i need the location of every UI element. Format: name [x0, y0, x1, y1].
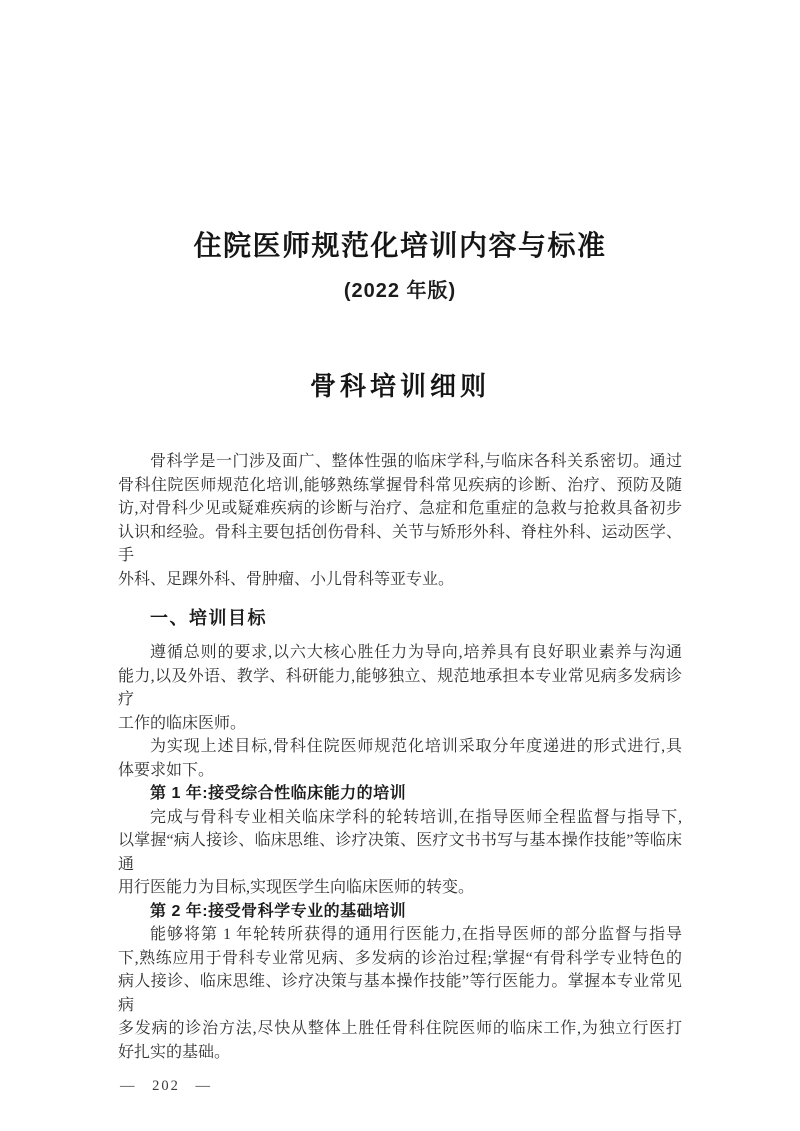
document-body: [118, 450, 682, 1064]
paragraph-line: 遵循总则的要求,以六大核心胜任力为导向,培养具有良好职业素养与沟通: [150, 644, 682, 661]
paragraph-line: 用行医能力为目标,实现医学生向临床医师的转变。: [118, 879, 475, 896]
paragraph-line: 外科、足踝外科、骨肿瘤、小儿骨科等亚专业。: [118, 570, 455, 588]
paragraph-line: 完成与骨科专业相关临床学科的轮转培训,在指导医师全程监督与指导下,: [150, 808, 682, 826]
paragraph-line: 多发病的诊治方法,尽快从整体上胜任骨科住院医师的临床工作,为独立行医打: [118, 1020, 682, 1037]
paragraph-line: 骨科学是一门涉及面广、整体性强的临床学科,与临床各科关系密切。通过: [150, 453, 682, 470]
paragraph-line: 认识和经验。骨科主要包括创伤骨科、关节与矫形外科、脊柱外科、运动医学、手: [118, 523, 682, 564]
paragraph-line: 能力,以及外语、教学、科研能力,能够独立、规范地承担本专业常见病多发病诊疗: [118, 667, 682, 708]
paragraph-line: 病人接诊、临床思维、诊疗决策与基本操作技能”等行医能力。掌握本专业常见病: [118, 973, 682, 1014]
paragraph-line: 能够将第 1 年轮转所获得的通用行医能力,在指导医师的部分监督与指导: [150, 926, 682, 943]
paragraph-line: 骨科住院医师规范化培训,能够熟练掌握骨科常见疾病的诊断、治疗、预防及随: [118, 476, 682, 494]
document-subtitle: (2022 年版): [343, 280, 457, 302]
paragraph-line: 访,对骨科少见或疑难疾病的诊断与治疗、急症和危重症的急救与抢救具备初步: [118, 500, 682, 517]
page-number: — 202 —: [120, 1078, 212, 1094]
paragraph-line: 下,熟练应用于骨科专业常见病、多发病的诊治过程;掌握“有骨科学专业特色的: [118, 949, 682, 967]
year-subheading: 第 2 年:接受骨科学专业的基础培训: [150, 902, 407, 920]
paragraph-line: 以掌握“病人接诊、临床思维、诊疗决策、医疗文书书写与基本操作技能”等临床通: [118, 832, 682, 873]
document-title: 住院医师规范化培训内容与标准: [193, 231, 607, 262]
section-heading: 一、培训目标: [150, 608, 267, 628]
paragraph-line: 为实现上述目标,骨科住院医师规范化培训采取分年度递进的形式进行,具: [150, 738, 682, 755]
paragraph-line: 工作的临床医师。: [118, 714, 247, 732]
year-subheading: 第 1 年:接受综合性临床能力的培训: [150, 785, 407, 802]
chapter-title: 骨科培训细则: [309, 371, 490, 401]
paragraph-line: 好扎实的基础。: [118, 1043, 231, 1061]
paragraph-line: 体要求如下。: [118, 761, 215, 779]
